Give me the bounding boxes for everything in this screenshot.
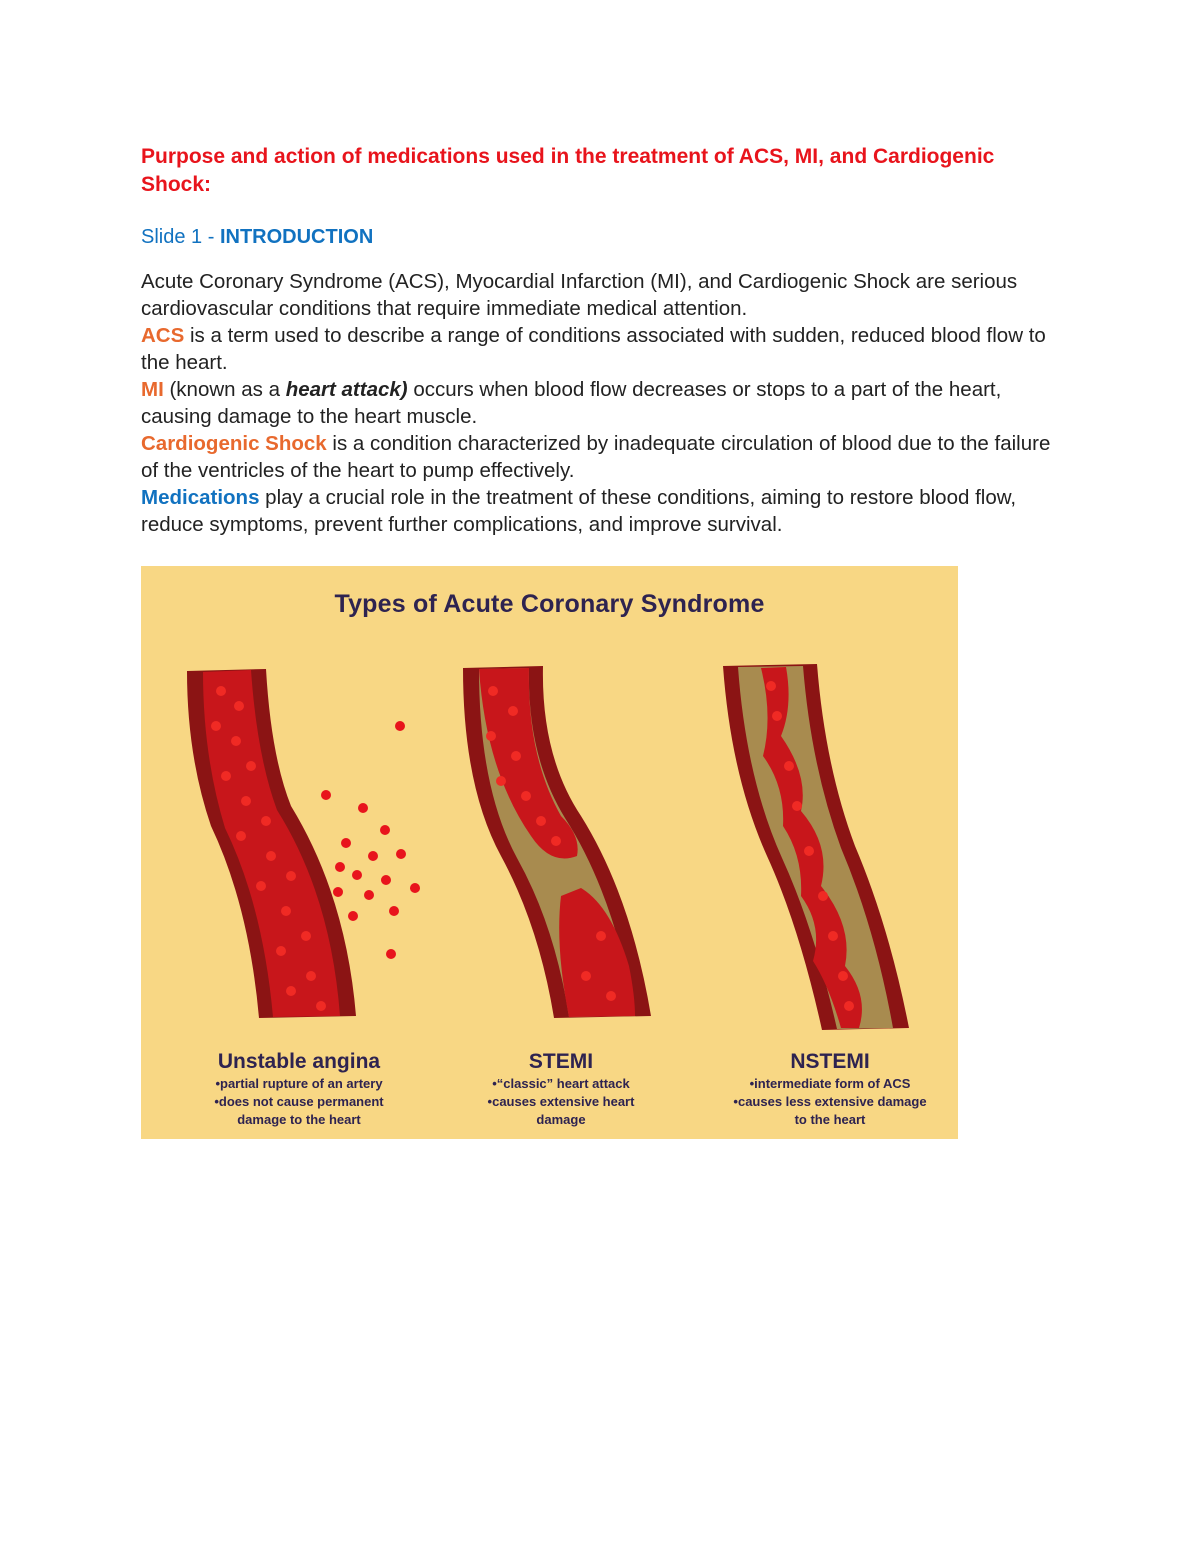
slide-heading — [141, 224, 373, 250]
acs-types-figure — [141, 566, 958, 1139]
stemi-artery-illustration — [463, 666, 651, 1018]
caption-line: damage — [536, 1112, 586, 1127]
caption-line: to the heart — [794, 1112, 866, 1127]
medications-text: play a crucial role in the treatment of these conditions, aiming to restore blood flow, reduce symptoms, prevent further complications, and improve survival. — [141, 486, 1017, 536]
medications-term: Medications — [141, 486, 260, 509]
caption-line: damage to the heart — [237, 1112, 361, 1127]
slide-label: Slide 1 - — [141, 226, 220, 248]
nstemi-caption — [700, 1049, 960, 1129]
shock-paragraph — [141, 430, 1071, 484]
mi-text-1: (known as a — [163, 378, 286, 401]
figure-title: Types of Acute Coronary Syndrome — [334, 590, 765, 618]
slide-heading-title: INTRODUCTION — [219, 226, 374, 248]
nstemi-artery-illustration — [723, 664, 909, 1030]
shock-text: is a condition characterized by inadequate circulation of blood due to the failure of the ventricles of the heart to pump effectively. — [141, 432, 1051, 482]
caption-line: •causes extensive heart — [487, 1094, 635, 1109]
acs-term: ACS — [141, 324, 185, 347]
page-title: Purpose and action of medications used in the treatment of ACS, MI, and Cardiogenic Shock: — [141, 145, 995, 196]
stemi-caption — [431, 1049, 691, 1129]
mi-term: MI — [141, 378, 164, 401]
intro-paragraph: Acute Coronary Syndrome (ACS), Myocardial Infarction (MI), and Cardiogenic Shock are serious cardiovascular conditions that require immediate medical attention. — [141, 270, 1018, 320]
mi-text-2: occurs when blood flow decreases or stops to a part of the heart, causing damage to the heart muscle. — [141, 378, 1002, 428]
acs-text: is a term used to describe a range of conditions associated with sudden, reduced blood flow to the heart. — [141, 324, 1046, 374]
mi-paragraph — [141, 376, 1071, 430]
caption-title: NSTEMI — [790, 1050, 870, 1073]
caption-line: •does not cause permanent — [214, 1094, 384, 1109]
unstable-angina-caption — [169, 1049, 429, 1129]
caption-title: STEMI — [528, 1050, 594, 1073]
medications-paragraph — [141, 484, 1071, 538]
acs-paragraph — [141, 322, 1071, 376]
caption-title: Unstable angina — [217, 1050, 381, 1073]
caption-line: •“classic” heart attack — [492, 1076, 630, 1091]
unstable-angina-artery-illustration — [187, 669, 420, 1018]
caption-line: •intermediate form of ACS — [749, 1076, 911, 1091]
cardiogenic-shock-term: Cardiogenic Shock — [141, 432, 327, 455]
caption-line: •causes less extensive damage — [733, 1094, 927, 1109]
caption-line: •partial rupture of an artery — [215, 1076, 383, 1091]
heart-attack-emphasis: heart attack) — [285, 378, 408, 401]
introduction-body — [141, 268, 1071, 538]
